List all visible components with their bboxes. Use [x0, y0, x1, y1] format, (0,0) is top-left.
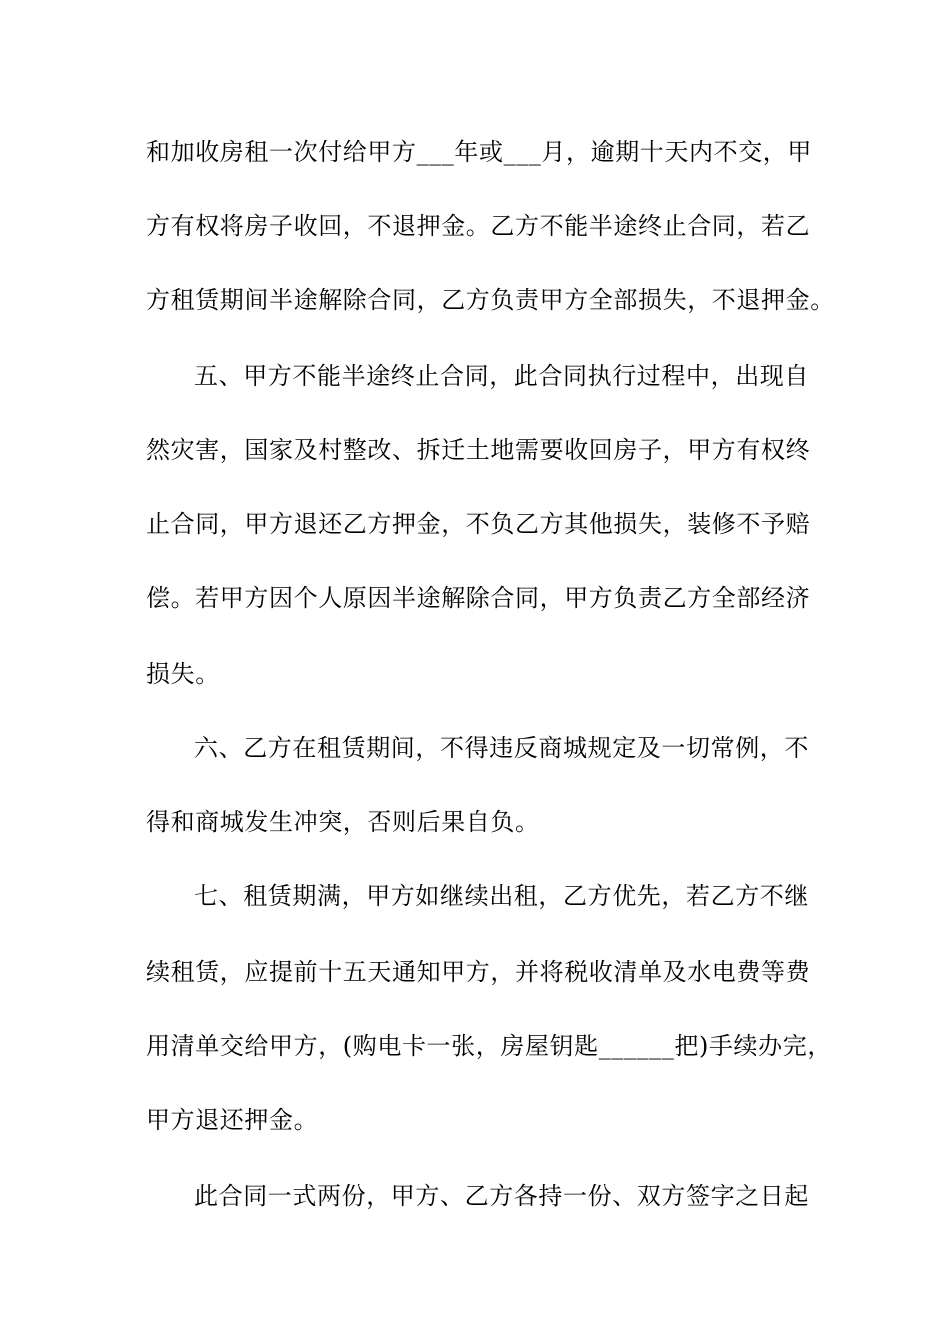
- clause-6-heading-line: 六、乙方在租赁期间，不得违反商城规定及一切常例，不: [194, 734, 809, 762]
- closing-paragraph-line: 此合同一式两份，甲方、乙方各持一份、双方签字之日起: [194, 1182, 809, 1210]
- text-line: 方有权将房子收回，不退押金。乙方不能半途终止合同，若乙: [146, 212, 811, 240]
- clause-7-heading-line: 七、租赁期满，甲方如继续出租，乙方优先，若乙方不继: [194, 882, 809, 910]
- text-line: 用清单交给甲方，(购电卡一张，房屋钥匙______把)手续办完，: [146, 1032, 832, 1060]
- text-line: 然灾害，国家及村整改、拆迁土地需要收回房子，甲方有权终: [146, 436, 811, 464]
- clause-5-heading-line: 五、甲方不能半途终止合同，此合同执行过程中，出现自: [194, 362, 809, 390]
- text-line: 甲方退还押金。: [146, 1106, 319, 1134]
- text-line: 止合同，甲方退还乙方押金，不负乙方其他损失，装修不予赔: [146, 510, 811, 538]
- text-line: 续租赁，应提前十五天通知甲方，并将税收清单及水电费等费: [146, 958, 811, 986]
- text-line: 损失。: [146, 660, 220, 688]
- text-line: 得和商城发生冲突，否则后果自负。: [146, 808, 540, 836]
- text-line: 方租赁期间半途解除合同，乙方负责甲方全部损失，不退押金。: [146, 286, 835, 314]
- text-line: 和加收房租一次付给甲方___年或___月，逾期十天内不交，甲: [146, 138, 812, 166]
- text-line: 偿。若甲方因个人原因半途解除合同，甲方负责乙方全部经济: [146, 584, 811, 612]
